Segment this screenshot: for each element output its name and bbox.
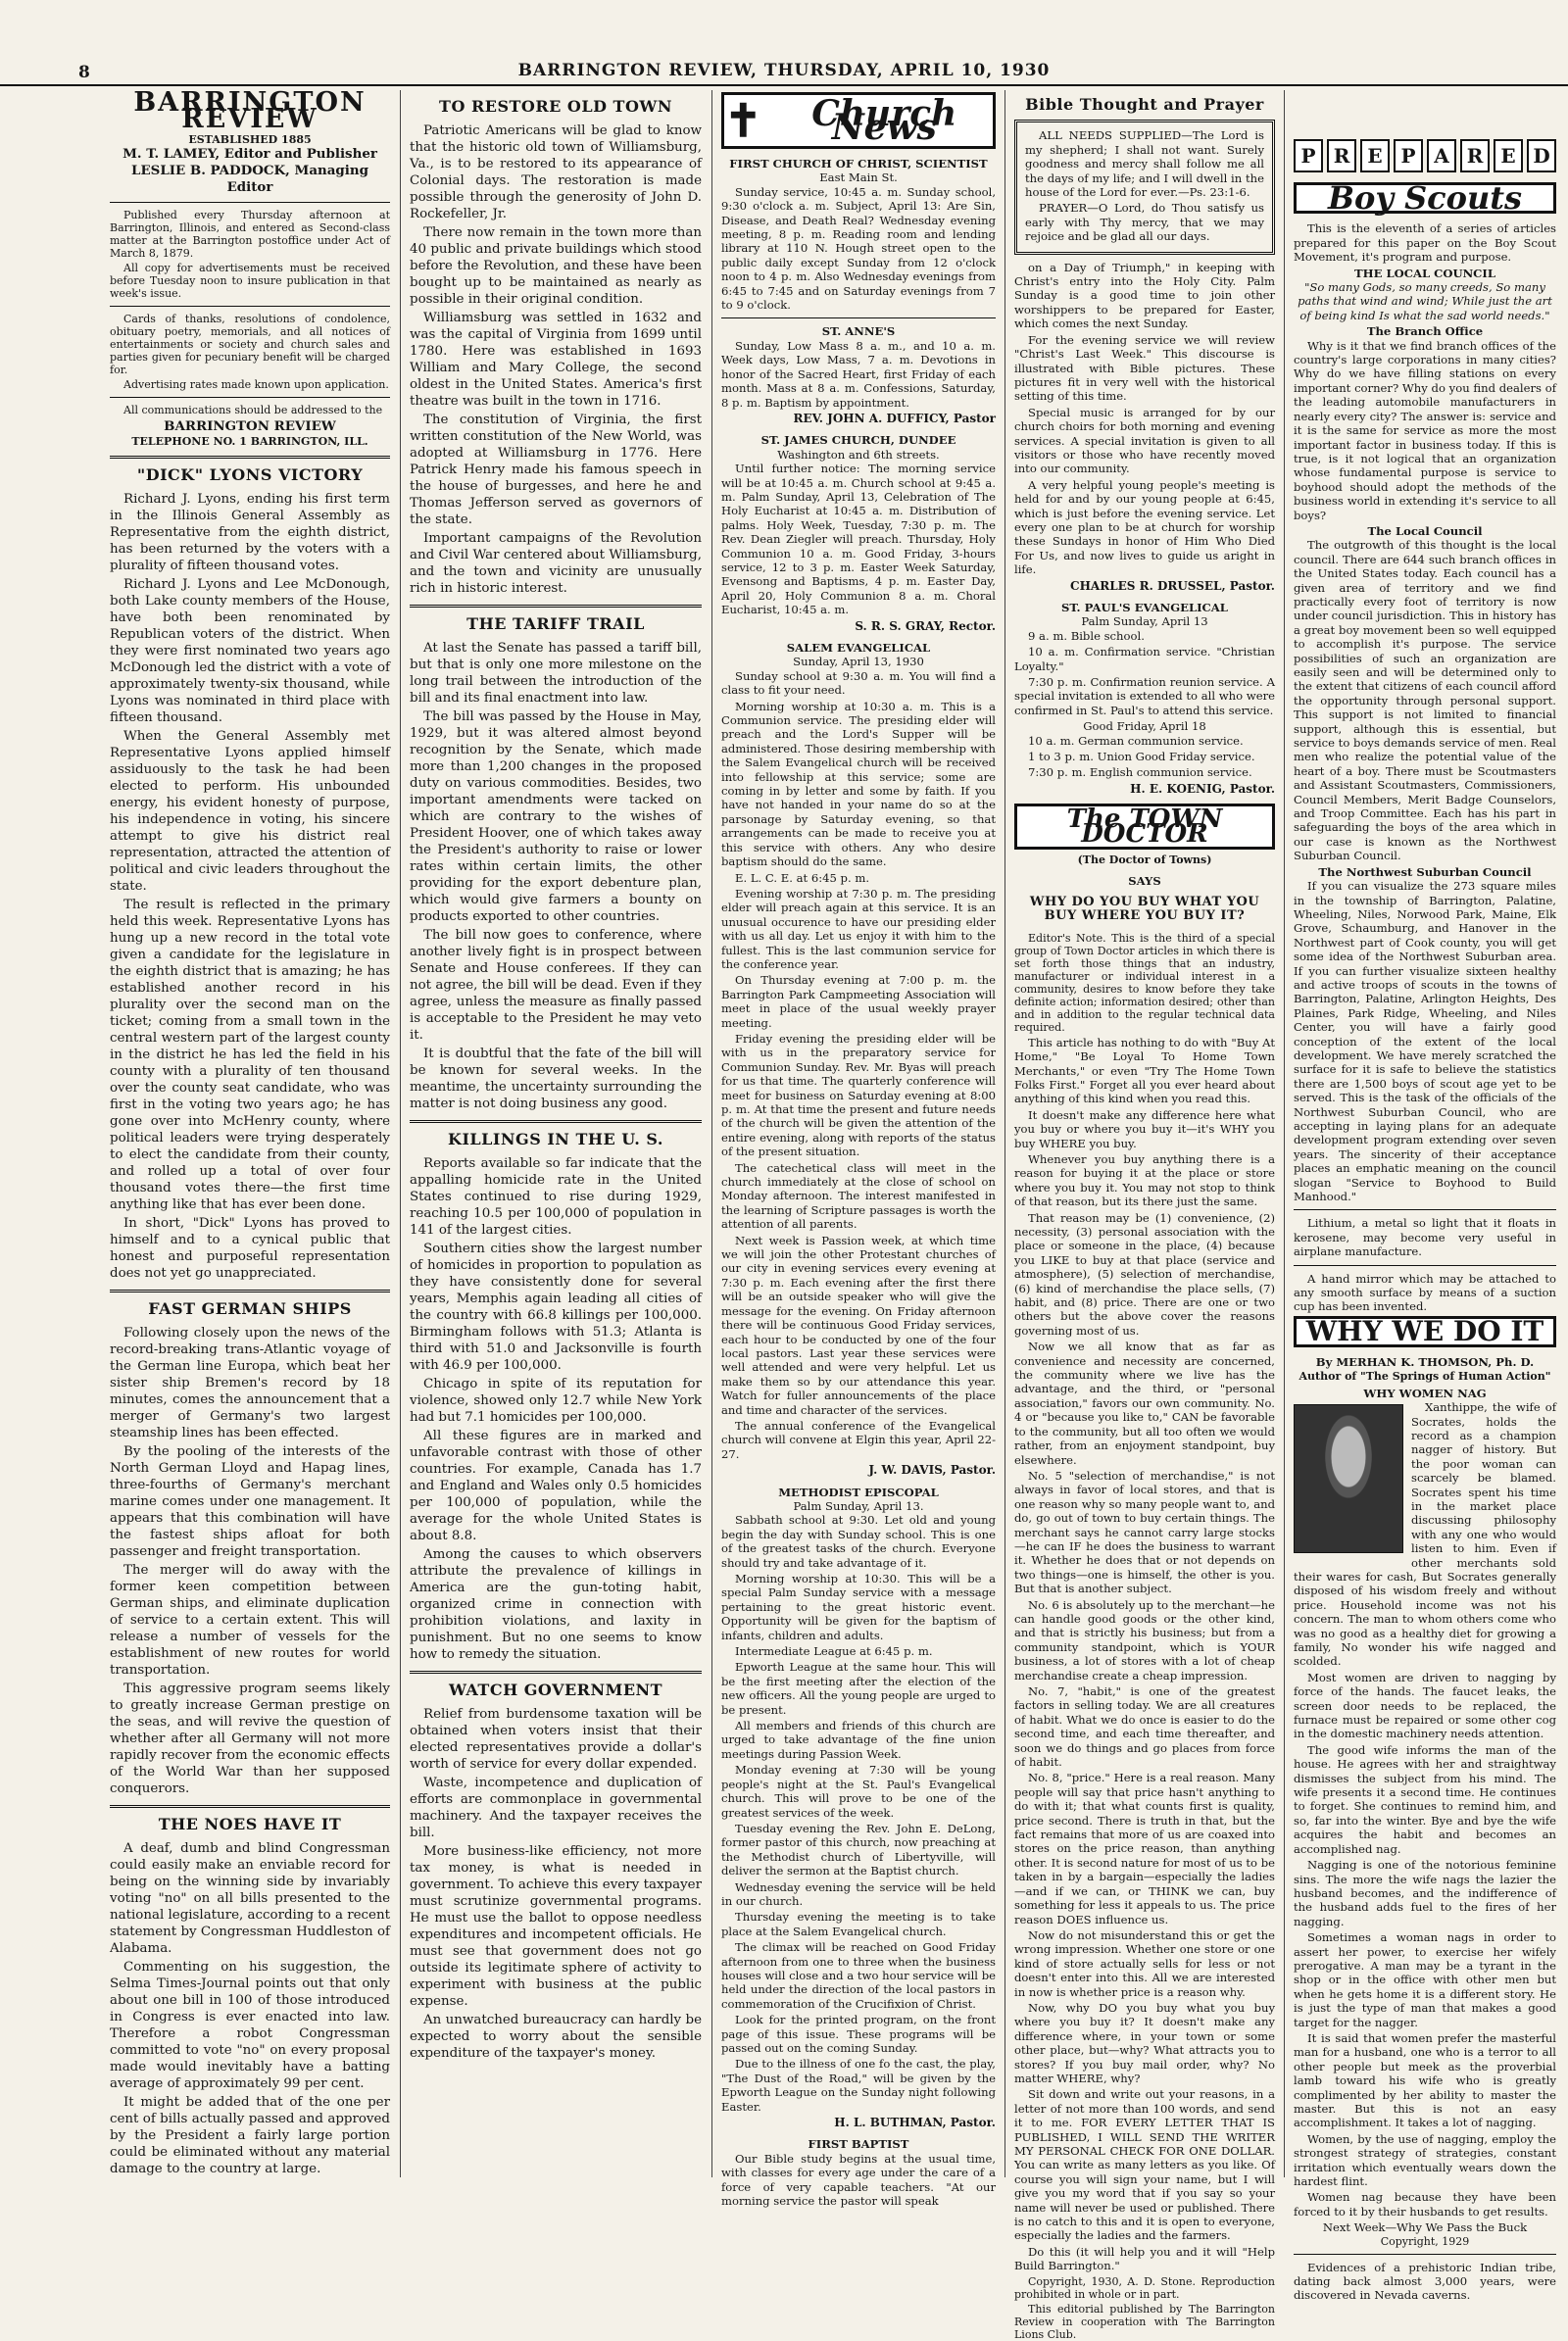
- article-paragraph: Sit down and write out your reasons, in a letter of not more than 100 words, and send it to me. FOR EVERY LETTER THAT IS PUBLISHED, I WILL SEND THE WRITER MY PERSONAL CHECK FOR ONE DOLLAR. You can write as many letters as you like. Of course you will sign your name, but I will give you my word that if you say so your name will never be used or published. There is no catch to this and it is open to everyone, especially the ladies and the farmers.: [1014, 2087, 1275, 2243]
- advert-copy-notice: All copy for advertisements must be received before Tuesday noon to insure publication in that week's issue.: [110, 262, 390, 300]
- church-text: Epworth League at the same hour. This will be the first meeting after the election of the new officers. All the young people are urged to be present.: [721, 1660, 996, 1717]
- article-paragraph: Do this (it will help you and it will "Help Build Barrington.": [1014, 2244, 1275, 2273]
- section-heading: The Local Council: [1367, 523, 1483, 538]
- church-news-banner: [721, 92, 996, 149]
- article-paragraph: The bill now goes to conference, where another lively fight is in prospect between Senate and House conferees. If they can not agree, the bill will be dead. Even if they agree, unless the measure as finally passed is acceptable to the President he may veto it.: [410, 928, 702, 1043]
- article-paragraph: Richard J. Lyons and Lee McDonough, both Lake county members of the House, have both been renominated by Republican voters of the district. When they were first nominated two years ago McDonough led the district with a vote of approximately twenty-six thousand, while Lyons was nominated in third place with fifteen thousand.: [110, 577, 390, 725]
- publication-notice: Published every Thursday afternoon at Barrington, Illinois, and entered as Second-class matter at the Barrington postoffice under Act of March 8, 1879.: [110, 209, 390, 260]
- page-masthead: [0, 55, 1568, 86]
- article-paragraph: No. 7, "habit," is one of the greatest factors in selling today. We are all creatures of habit. What we do once is easier to do the second time, and each time thereafter, and soon we do things and go places from force of habit.: [1014, 1684, 1275, 1770]
- article-paragraph: The bill was passed by the House in May, 1929, but it was altered almost beyond recognition by the Senate, which made more than 1,200 changes in the proposed duty on various commodities. Besides, two important amendments were tacked on which are contrary to the wishes of President Hoover, one of which takes away the President's authority to raise or lower rates within certain limits, the other providing for the export debenture plan, which would give farmers a bounty on products exported to other countries.: [410, 709, 702, 924]
- column-1: [110, 87, 390, 2177]
- pastor-signature: J. W. DAVIS, Pastor.: [868, 1463, 996, 1478]
- article-heading: WATCH GOVERNMENT: [448, 1681, 663, 1699]
- article-heading: FAST GERMAN SHIPS: [148, 1299, 352, 1318]
- article-heading: "DICK" LYONS VICTORY: [136, 465, 364, 484]
- article-paragraph: No. 5 "selection of merchandise," is not always in favor of local stores, and that is one reason why so many people want to, and do, go out of town to buy certain things. The merchant says he cannot carry large stocks—he can IF he does the business to warrant it. Whether he does that or not depends on two things—one is himself, the other is you. But that is another subject.: [1014, 1468, 1275, 1596]
- filler-item: Evidences of a prehistoric Indian tribe, dating back almost 3,000 years, were discovered in Nevada caverns.: [1294, 2260, 1556, 2303]
- church-name: ST. PAUL'S EVANGELICAL: [1061, 601, 1228, 614]
- church-name: ST. ANNE'S: [821, 324, 896, 339]
- article-paragraph: More business-like efficiency, not more tax money, is what is needed in government. To achieve this every taxpayer must scrutinize governmental programs. He must use the ballot to oppose needless expenditures and incompetent officials. He must see that government does not go outside its legitimate sphere of activity to experiment with business at the public expense.: [410, 1844, 702, 2009]
- scout-letter: A: [1427, 139, 1456, 172]
- article-heading: WHY WOMEN NAG: [1363, 1386, 1487, 1400]
- article-heading: THE TARIFF TRAIL: [466, 614, 645, 633]
- scout-letter: P: [1394, 139, 1423, 172]
- church-text: 7:30 p. m. Confirmation reunion service. A special invitation is extended to all who were confirmed in St. Paul's to attend this service.: [1014, 675, 1275, 717]
- article-paragraph: Commenting on his suggestion, the Selma Times-Journal points out that only about one bill in 100 of those introduced in Congress is ever enacted into law. Therefore a robot Congressman committed to vote "no" on every proposal made would inevitably have a batting average of approximately 99 per cent.: [110, 1960, 390, 2091]
- article-paragraph: Women, by the use of nagging, employ the strongest strategy of strategies, constant irritation which eventually wears down the hardest flint.: [1294, 2131, 1556, 2189]
- scout-intro: This is the eleventh of a series of articles prepared for this paper on the Boy Scout Movement, it's program and purpose.: [1294, 221, 1556, 265]
- article-paragraph: Williamsburg was settled in 1632 and was the capital of Virginia from 1699 until 1780. Here was established in 1693 William and Mary College, the second oldest in the United States. America's first theatre was built in the town in 1716.: [410, 311, 702, 409]
- article-heading: WHY DO YOU BUY WHAT YOU BUY WHERE YOU BUY IT?: [1029, 894, 1260, 924]
- column-4: [1014, 90, 1275, 2341]
- article-paragraph: Sometimes a woman nags in order to assert her power, to exercise her wifely prerogative. A man may be a tyrant in the shop or in the office with other men but when he gets home it is a different story. He is just the type of man that makes a good target for the nagger.: [1294, 1930, 1556, 2029]
- church-text: Look for the printed program, on the front page of this issue. These programs will be passed out on the coming Sunday.: [721, 2013, 996, 2055]
- church-name: FIRST CHURCH OF CHRIST, SCIENTIST: [729, 157, 988, 171]
- church-text: All members and friends of this church are urged to take advantage of the fine union meetings during Passion Week.: [721, 1719, 996, 1761]
- town-doctor-banner: The TOWN DOCTOR: [1014, 804, 1275, 850]
- church-text: 1 to 3 p. m. Union Good Friday service.: [1028, 750, 1255, 764]
- church-text: 10 a. m. Confirmation service. "Christian Loyalty.": [1014, 645, 1275, 673]
- pastor-signature: S. R. S. GRAY, Rector.: [855, 618, 996, 633]
- article-paragraph: The constitution of Virginia, the first written constitution of the New World, was adopted at Williamsburg in 1776. Here Patrick Henry made his famous speech in the house of burgesses, and here he and Thomas Jefferson served as governors of the state.: [410, 413, 702, 527]
- filler-item: A hand mirror which may be attached to any smooth surface by means of a suction cup has been invented.: [1294, 1271, 1556, 1314]
- article-paragraph: No. 6 is absolutely up to the merchant—he can handle good goods or the other kind, and that is strictly his business; but from a community standpoint, which is YOUR business, a lot of stores with a lot of cheap merchandise create a cheap impression.: [1014, 1597, 1275, 1683]
- filler-item: Lithium, a metal so light that it floats in kerosene, may become very useful in airplane manufacture.: [1294, 1216, 1556, 1259]
- article-paragraph: By the pooling of the interests of the North German Lloyd and Hapag lines, three-fourths of Germany's merchant marine comes under one management. It appears that this combination will have the fastest ships afloat for both passenger and freight transportation.: [110, 1444, 390, 1559]
- article-paragraph: Why is it that we find branch offices of the country's large corporations in many cities? Why do we have filling stations on every important corner? Why do you find dealers of the leading automobile manufacturers in nearly every city? The answer is: service and it is the same for service as more the most important factor in business today. If this is true, is it not logical that an organization whose fundamental purpose is service to boyhood should adopt the methods of the business world in extending it's service to all boys?: [1294, 338, 1556, 522]
- church-text: Sunday service, 10:45 a. m. Sunday school, 9:30 o'clock a. m. Subject, April 13: Are Sin, Disease, and Death Real? Wednesday evening meeting, 8 p. m. Reading room and lending library at 110 N. Hough street open to the public daily except Sunday from 12 o'clock noon to 4 p. m. Also Wednesday evenings from 6:45 to 7:45 and on Saturday evenings from 7 to 9 o'clock.: [721, 184, 996, 313]
- church-text: The catechetical class will meet in the church immediately at the close of school on Monday afternoon. The interest manifested in the learning of Scripture passages is worth the attention of all parents.: [721, 1160, 996, 1232]
- church-text: Morning worship at 10:30. This will be a special Palm Sunday service with a message pertaining to the great historic event. Opportunity will be given for the baptism of infants, children and adults.: [721, 1572, 996, 1642]
- byline: By MERHAN K. THOMSON, Ph. D.: [1315, 1355, 1535, 1370]
- church-name: FIRST BAPTIST: [808, 2137, 909, 2152]
- church-text: Wednesday evening the service will be held in our church.: [721, 1879, 996, 1908]
- church-address: Washington and 6th streets.: [777, 447, 940, 462]
- why-we-do-it-banner: WHY WE DO IT: [1294, 1316, 1556, 1347]
- article-paragraph: It doesn't make any difference here what you buy or where you buy it—it's WHY you buy WHERE you buy.: [1014, 1107, 1275, 1150]
- church-text: A very helpful young people's meeting is held for and by our young people at 6:45, which is just before the evening service. Let every one plan to be at church for worship these Sundays in honor of Him Who Died For Us, and now lives to guide us aright in life.: [1014, 477, 1275, 577]
- article-paragraph: All these figures are in marked and unfavorable contrast with those of other countries. For example, Canada has 1.7 and England and Wales only 0.5 homicides per 100,000 of population, while the average for the whole United States is about 8.8.: [410, 1429, 702, 1543]
- pastor-signature: H. L. BUTHMAN, Pastor.: [834, 2116, 996, 2130]
- article-paragraph: That reason may be (1) convenience, (2) necessity, (3) personal association with the place or someone in the place, (4) because you LIKE to buy at that place (service and atmosphere), (5) selection of merchandise, (6) kind of merchandise the place sells, (7) habit, and (8) price. There are one or two others but the above cover the reasons governing most of us.: [1014, 1210, 1275, 1338]
- cross-icon: ✝: [724, 94, 762, 147]
- article-paragraph: Xanthippe, the wife of Socrates, holds the record as a champion nagger of history. But the poor woman can scarcely be blamed. Socrates spent his time in the market place discussing philosophy with any one who would listen to him. Even if other merchants sold their wares for cash, But Socrates generally disposed of his wisdom freely and without price. Household income was not his concern. The man to whom others come who was no good as a healthy diet for growing a family, No wonder his wife nagged and scolded.: [1294, 1400, 1556, 1669]
- church-text: For the evening service we will review "Christ's Last Week." This discourse is illustrated with Bible pictures. These pictures fit in very well with the historical setting of this time.: [1014, 332, 1275, 404]
- editors-note: Editor's Note. This is the third of a special group of Town Doctor articles in which there is set forth those things that an industry, manufacturer or individual interest in a community, desires to know before they take definite action; information desired; other than and in addition to the regular technical data required.: [1014, 931, 1275, 1034]
- town-doctor-says: SAYS: [1128, 873, 1161, 888]
- address-note: All communications should be addressed to the: [123, 404, 383, 416]
- author-note: Author of "The Springs of Human Action": [1298, 1369, 1551, 1383]
- scout-letter: P: [1294, 139, 1323, 172]
- publisher-note: This editorial published by The Barrington Review in cooperation with The Barrington Lions Club.: [1014, 2302, 1275, 2341]
- church-name: SALEM EVANGELICAL: [786, 641, 931, 655]
- article-paragraph: The good wife informs the man of the house. He agrees with her and straightway dismisses the subject from his mind. The wife presents it a second time. He continues to forget. She continues to remind him, and so, far into the winter. Bye and bye the wife acquires the habit and becomes an accomplished nag.: [1294, 1742, 1556, 1856]
- article-paragraph: Relief from burdensome taxation will be obtained when voters insist that their elected representatives provide a dollar's worth of service for every dollar expended.: [410, 1707, 702, 1772]
- article-paragraph: It might be added that of the one per cent of bills actually passed and approved by the President a fairly large portion could be eliminated without any material damage to the country at large.: [110, 2095, 390, 2176]
- address-name: BARRINGTON REVIEW: [164, 418, 336, 434]
- church-text: Intermediate League at 6:45 p. m.: [735, 1644, 933, 1659]
- church-text: E. L. C. E. at 6:45 p. m.: [735, 870, 870, 885]
- church-text: Tuesday evening the Rev. John E. DeLong, former pastor of this church, now preaching at the Methodist church of Libertyville, will deliver the sermon at the Baptist church.: [721, 1821, 996, 1878]
- author-portrait: [1294, 1404, 1403, 1553]
- section-heading: The Northwest Suburban Council: [1318, 864, 1532, 879]
- article-paragraph: Southern cities show the largest number of homicides in proportion to population as they have consistently done for several years, Memphis again leading all cities of the country with 66.8 killings per 100,000. Birmingham follows with 51.3; Atlanta is third with 51.0 and Jacksonville is fourth with 46.9 per 100,000.: [410, 1242, 702, 1373]
- scout-letter: R: [1327, 139, 1356, 172]
- article-paragraph: Important campaigns of the Revolution and Civil War centered about Williamsburg, and the town and vicinity are unusually rich in historic interest.: [410, 531, 702, 596]
- article-paragraph: A deaf, dumb and blind Congressman could easily make an enviable record for being on the winning side by invariably voting "no" on all bills presented to the national legislature, according to a recent statement by Congressman Huddleston of Alabama.: [110, 1841, 390, 1956]
- church-date: Palm Sunday, April 13: [1081, 614, 1208, 629]
- scout-letter: R: [1460, 139, 1490, 172]
- article-paragraph: Nagging is one of the notorious feminine sins. The more the wife nags the lazier the husband becomes, and the indifference of the husband adds fuel to the fires of her nagging.: [1294, 1858, 1556, 1928]
- article-paragraph: The outgrowth of this thought is the local council. There are 644 such branch offices in the United States today. Each council has a given area of territory and we find practically every foot of territory is now under council jurisdiction. This in history has a great boy movement been so well equipped to accomplish it's purpose. The service possibilities of such an organization are easily seen and will be determined only to the extent that citizens of each council afford the opportunity through personal support. This support is not limited to financial support, although this is essential, but service to boys demands service of men. Real men who realize the potential value of the heart of a boy. There must be Scoutmasters and Assistant Scoutmasters, Commissioners, Council Members, Merit Badge Counselors, and Troop Committee. Each has his part in safeguarding the boys of the area which in our case is known as the Northwest Suburban Council.: [1294, 538, 1556, 863]
- boy-scouts-banner: Boy Scouts: [1294, 182, 1556, 214]
- church-text: Special music is arranged for by our church choirs for both morning and evening services. A special invitation is given to all visitors or those who have recently moved into our community.: [1014, 405, 1275, 476]
- church-date: Palm Sunday, April 13.: [793, 1498, 924, 1513]
- page-number: 8: [78, 63, 90, 82]
- copyright-line: Copyright, 1929: [1380, 2234, 1470, 2248]
- church-text: 10 a. m. German communion service.: [1028, 733, 1244, 748]
- rates-notice: Advertising rates made known upon application.: [123, 378, 389, 391]
- church-date: Good Friday, April 18: [1083, 719, 1206, 734]
- church-date: Sunday, April 13, 1930: [793, 655, 924, 669]
- church-name: ST. JAMES CHURCH, DUNDEE: [760, 433, 956, 448]
- church-text: Morning worship at 10:30 a. m. This is a Communion service. The presiding elder will preach and the Lord's Supper will be administered. Those desiring membership with the Salem Evangelical church will be received into fellowship at this service; some are coming in by letter and some by faith. If you have not handed in your name do so at the parsonage by Saturday evening, so that arrangements can be made to receive you at this service with others. Any who desire baptism should do the same.: [721, 699, 996, 869]
- article-paragraph: At last the Senate has passed a tariff bill, but that is only one more milestone on the long trail between the introduction of the bill and its final enactment into law.: [410, 641, 702, 706]
- article-paragraph: Richard J. Lyons, ending his first term in the Illinois General Assembly as Representative from the eighth district, has been returned by the voters with a plurality of fifteen thousand votes.: [110, 492, 390, 573]
- article-paragraph: Chicago in spite of its reputation for violence, showed only 12.7 while New York had but 7.1 homicides per 100,000.: [410, 1377, 702, 1425]
- church-text: On Thursday evening at 7:00 p. m. the Barrington Park Campmeeting Association will meet in place of the usual weekly prayer meeting.: [721, 973, 996, 1030]
- prepared-scout-letters: [1294, 139, 1556, 172]
- telephone-line: TELEPHONE NO. 1 BARRINGTON, ILL.: [131, 435, 368, 448]
- church-text: on a Day of Triumph," in keeping with Christ's entry into the Holy City. Palm Sunday is a good time to join other worshippers to be prepared for Easter, which comes the next Sunday.: [1014, 260, 1275, 331]
- column-2: [410, 90, 702, 2177]
- section-heading: The Branch Office: [1366, 324, 1484, 339]
- article-paragraph: It is doubtful that the fate of the bill will be known for several weeks. In the meantime, the uncertainty surrounding the matter is not doing business any good.: [410, 1047, 702, 1111]
- town-doctor-subtitle: (The Doctor of Towns): [1077, 853, 1212, 867]
- column-3: [721, 90, 996, 2209]
- church-text: 7:30 p. m. English communion service.: [1028, 765, 1252, 780]
- church-name: METHODIST EPISCOPAL: [778, 1485, 939, 1499]
- column-rule: [1004, 90, 1005, 2177]
- article-paragraph: The merger will do away with the former keen competition between German ships, and eliminate duplication of service to a certain extent. This will release a number of vessels for the establishment of new routes for world transportation.: [110, 1563, 390, 1678]
- column-rule: [1284, 90, 1285, 2177]
- church-text: Thursday evening the meeting is to take place at the Salem Evangelical church.: [721, 1910, 996, 1938]
- bible-verse: ALL NEEDS SUPPLIED—The Lord is my shepherd; I shall not want. Surely goodness and mercy shall follow me all the days of my life; and I will dwell in the house of the Lord for ever.—Ps. 23:1-6.: [1025, 128, 1264, 200]
- article-paragraph: Reports available so far indicate that the appalling homicide rate in the United States continued to rise during 1929, reaching 10.5 per 100,000 of population in 141 of the largest cities.: [410, 1156, 702, 1238]
- column-rule: [711, 90, 712, 2177]
- article-paragraph: This aggressive program seems likely to greatly increase German prestige on the seas, and will revive the question of whether after all Germany will not more rapidly recover from the economic effects of the World War than her supposed conquerors.: [110, 1682, 390, 1796]
- managing-editor-line: LESLIE B. PADDOCK, Managing Editor: [131, 163, 368, 195]
- church-text: Our Bible study begins at the usual time, with classes for every age under the care of a force of very capable teachers. "At our morning service the pastor will speak: [721, 2151, 996, 2209]
- church-text: Friday evening the presiding elder will be with us in the preparatory service for Communion Sunday. Rev. Mr. Byas will preach for us that time. The quarterly conference will meet for business on Saturday evening at 8:00 p. m. At that time the present and future needs of the church will be given the attention of the entire evening, along with reports of the status of the present situation.: [721, 1031, 996, 1159]
- next-week-line: Next Week—Why We Pass the Buck: [1322, 2220, 1528, 2235]
- article-paragraph: When the General Assembly met Representative Lyons applied himself assiduously to the task he had been elected to perform. His unbounded energy, his evident honesty of purpose, his independence in voting, his sincere attempt to give his district real representation, attracted the attention of political and civic leaders throughout the state.: [110, 729, 390, 894]
- church-text: Due to the illness of one fo the cast, the play, "The Dust of the Road," will be given by the Epworth League on the Sunday night following Easter.: [721, 2057, 996, 2114]
- article-paragraph: Patriotic Americans will be glad to know that the historic old town of Williamsburg, Va., is to be restored to its appearance of Colonial days. The restoration is made possible through the generosity of John D. Rockefeller, Jr.: [410, 123, 702, 221]
- church-text: Next week is Passion week, at which time we will join the other Protestant churches of our city in evening services every evening at 7:30 p. m. Each evening after the first there will be an outside speaker who will give the message for the evening. On Friday afternoon there will be continuous Good Friday services, each hour to be conducted by one of the four local pastors. Last year these services were well attended and were very helpful. Let us make them so by our attendance this year. Watch for fuller announcements of the place and time and character of the services.: [721, 1233, 996, 1417]
- article-heading: KILLINGS IN THE U. S.: [448, 1130, 663, 1148]
- bible-prayer: PRAYER—O Lord, do Thou satisfy us early with Thy mercy, that we may rejoice and be glad all our days.: [1025, 201, 1264, 244]
- article-heading: TO RESTORE OLD TOWN: [439, 97, 672, 116]
- church-text: 9 a. m. Bible school.: [1028, 628, 1145, 643]
- article-paragraph: No. 8, "price." Here is a real reason. Many people will say that price hasn't anything to do with it; that what counts first is quality, price second. There is truth in that, but the fact remains that more of us are coaxed into stores on the price reason, than anything other. It is second nature for most of us to be taken in by a bargain—especially the ladies—and if we can, or THINK we can, buy something for less it appeals to us. The price reason DOES influence us.: [1014, 1771, 1275, 1926]
- section-heading: THE LOCAL COUNCIL: [1354, 266, 1495, 280]
- bible-thought-box: [1014, 120, 1275, 254]
- scout-letter: E: [1494, 139, 1523, 172]
- article-paragraph: Among the causes to which observers attribute the prevalence of killings in America are the gun-toting habit, organized crime in connection with prohibition violations, and laxity in punishment. But no one seems to know how to remedy the situation.: [410, 1547, 702, 1662]
- scout-letter: E: [1360, 139, 1390, 172]
- article-paragraph: There now remain in the town more than 40 public and private buildings which stood before the Revolution, and these have been bought up to be maintained as nearly as possible in their original condition.: [410, 225, 702, 307]
- editor-line: M. T. LAMEY, Editor and Publisher: [122, 146, 377, 162]
- column-5: [1294, 90, 1556, 2303]
- church-text: Until further notice: The morning service will be at 10:45 a. m. Church school at 9:45 a. m. Palm Sunday, April 13, Celebration of The Holy Eucharist at 10:45 a. m. Distribution of palms. Holy Week, Tuesday, 7:30 p. m. The Rev. Dean Ziegler will preach. Thursday, Holy Communion 10 a. m. Good Friday, 3-hours service, 12 to 3 p. m. Easter Week Saturday, Evensong and Baptisms, 4 p. m. Easter Day, April 20, Holy Communion 8 a. m. Choral Eucharist, 10:45 a. m.: [721, 462, 996, 617]
- article-paragraph: In short, "Dick" Lyons has proved to himself and to a cynical public that honest and purposeful representation does not yet go unappreciated.: [110, 1216, 390, 1281]
- church-text: Sunday school at 9:30 a. m. You will find a class to fit your need.: [721, 668, 996, 698]
- church-text: The climax will be reached on Good Friday afternoon from one to three when the business houses will close and a two hour service will be held under the direction of the local pastors in commemoration of the Crucifixion of Christ.: [721, 1940, 996, 2011]
- established-line: ESTABLISHED 1885: [188, 133, 312, 146]
- article-paragraph: It is said that women prefer the masterful man for a husband, one who is a terror to all other people but meek as the proverbial lamb toward his wife who is greatly complimented by her ability to master the master. But this is not an easy accomplishment. It takes a lot of nagging.: [1294, 2030, 1556, 2130]
- column-rule: [400, 90, 401, 2177]
- bible-thought-title: Bible Thought and Prayer: [1025, 95, 1264, 114]
- article-paragraph: The result is reflected in the primary held this week. Representative Lyons has hung up a new record in the total vote given a candidate for the legislature in the eighth district that is amazing; he has established another record in his plurality over the second man on the ticket; coming from a small town in the central western part of the largest county in the district he has led the field in his county with a plurality of ten thousand over the county seat candidate, who was first in the voting two years ago; he has gone over into McHenry county, where political leaders were trying desperately to elect the candidate from their county, and rolled up a total of over four thousand votes there—the first time anything like that has ever been done.: [110, 898, 390, 1212]
- article-paragraph: Now do not misunderstand this or get the wrong impression. Whether one store or one kind of store actually sells for less or not doesn't enter into this. All we are interested in now is whether price is a reason why.: [1014, 1927, 1275, 1999]
- article-paragraph: Following closely upon the news of the record-breaking trans-Atlantic voyage of the German line Europa, which beat her sister ship Bremen's record by 18 minutes, comes the announcement that a merger of Germany's two largest steamship lines has been effected.: [110, 1326, 390, 1440]
- article-heading: THE NOES HAVE IT: [158, 1815, 342, 1833]
- masthead-title: BARRINGTON REVIEW, THURSDAY, APRIL 10, 1930: [517, 61, 1051, 80]
- article-paragraph: Most women are driven to nagging by force of the hands. The faucet leaks, the screen door needs to be replaced, the furnace must be repaired or some other cog in the domestic machinery needs attention.: [1294, 1670, 1556, 1741]
- church-text: Sunday, Low Mass 8 a. m., and 10 a. m. Week days, Low Mass, 7 a. m. Devotions in honor of the Sacred Heart, first Friday of each month. Mass at 8 a. m. Confessions, Saturday, 8 p. m. Baptism by appointment.: [721, 338, 996, 410]
- article-paragraph: If you can visualize the 273 square miles in the township of Barrington, Palatine, Wheeling, Niles, Norwood Park, Maine, Elk Grove, Schaumburg, and Hanover in the Northwest part of Cook county, you will get some idea of the Northwest Suburban area. If you can further visualize sixteen healthy and active troops of scouts in the towns of Barrington, Palatine, Arlington Heights, Des Plaines, Park Ridge, Wheeling, and Niles Center, you will have a fairly good conception of the extent of the local development. We have merely scratched the surface for it is safe to believe the statistics there are 1,500 boys of scout age yet to be served. This is the task of the officials of the Northwest Suburban Council, who are accepting in laying plans for an adequate development program extending over seven years. The sincerity of their acceptance places an emphatic meaning on the council slogan "Service to Boyhood to Build Manhood.": [1294, 879, 1556, 1204]
- pastor-signature: CHARLES R. DRUSSEL, Pastor.: [1070, 578, 1275, 593]
- article-paragraph: Whenever you buy anything there is a reason for buying it at the place or store where you buy it. You may not stop to think of that reason, but its there just the same.: [1014, 1151, 1275, 1209]
- article-paragraph: Now we all know that as far as convenience and necessity are concerned, the community where we live has the advantage, and the third, or "personal association," favors our own community. No. 4 or "because you like to," CAN be favorable to the community, but all too often we would rather, from an enjoyment standpoint, buy elsewhere.: [1014, 1340, 1275, 1467]
- church-news-title: Church News: [811, 92, 957, 148]
- scout-letter: D: [1527, 139, 1556, 172]
- article-paragraph: This article has nothing to do with "Buy At Home," "Be Loyal To Home Town Merchants," or even "Try The Home Town Folks First." Forget all you ever heard about anything of this kind when you read this.: [1014, 1035, 1275, 1106]
- copyright-line: Copyright, 1930, A. D. Stone. Reproduction prohibited in whole or in part.: [1014, 2274, 1275, 2301]
- article-paragraph: An unwatched bureaucracy can hardly be expected to worry about the sensible expenditure of the taxpayer's money.: [410, 2013, 702, 2061]
- pastor-signature: H. E. KOENIG, Pastor.: [1130, 781, 1275, 796]
- church-text: Sabbath school at 9:30. Let old and young begin the day with Sunday school. This is one of the greatest tasks of the church. Everyone should try and take advantage of it.: [721, 1513, 996, 1570]
- article-paragraph: Now, why DO you buy what you buy where you buy it? It doesn't make any difference where, in your town or some other place, but—why? What attracts you to stores? If you buy mail order, why? No matter WHERE, why?: [1014, 2000, 1275, 2085]
- article-paragraph: Waste, incompetence and duplication of efforts are commonplace in governmental machinery. And the taxpayer receives the bill.: [410, 1776, 702, 1840]
- pastor-signature: REV. JOHN A. DUFFICY, Pastor: [793, 411, 996, 425]
- church-text: Evening worship at 7:30 p. m. The presiding elder will preach again at this service. It is an unusual occurence to have our presiding elder with us all day. Let us enjoy it with him to the fullest. This is the last communion service for the conference year.: [721, 886, 996, 971]
- church-text: The annual conference of the Evangelical church will convene at Elgin this year, April 22-27.: [721, 1418, 996, 1461]
- charges-notice: Cards of thanks, resolutions of condolence, obituary poetry, memorials, and all notices of entertainments or society and church sales and parties given for pecuniary benefit will be charged for.: [110, 313, 390, 376]
- article-paragraph: Women nag because they have been forced to it by their husbands to get results.: [1294, 2190, 1556, 2219]
- scout-poem: "So many Gods, so many creeds, So many paths that wind and wind; While just the art of being kind Is what the sad world needs.": [1298, 280, 1552, 322]
- paper-name: BARRINGTON REVIEW: [133, 87, 367, 134]
- church-text: Monday evening at 7:30 will be young people's night at the St. Paul's Evangelical church. This will prove to be one of the greatest services of the week.: [721, 1763, 996, 1820]
- church-address: East Main St.: [819, 171, 898, 185]
